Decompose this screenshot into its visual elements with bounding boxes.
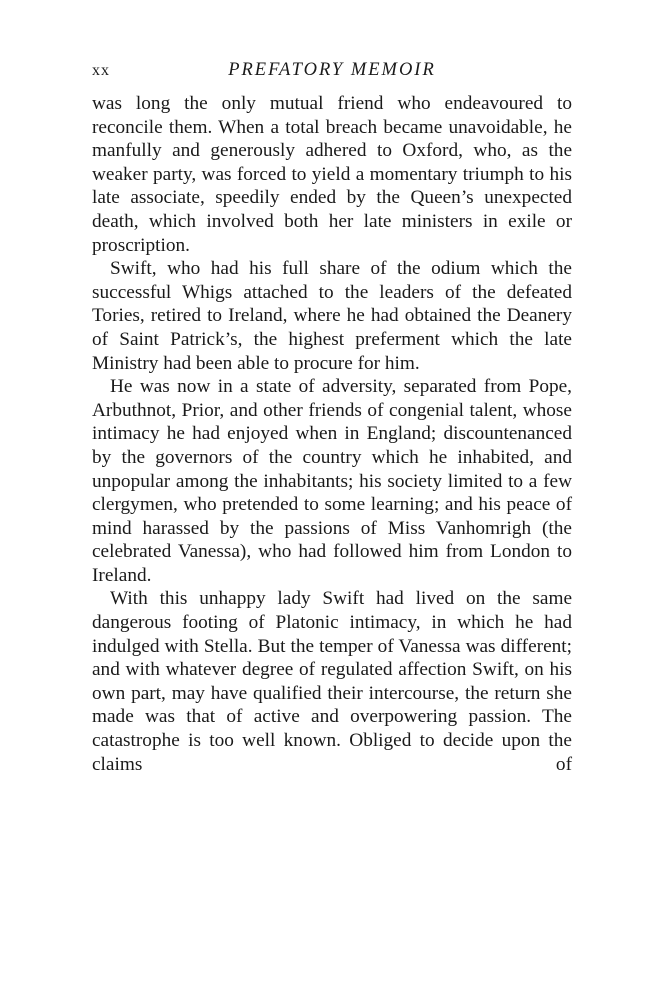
paragraph-2: Swift, who had his full share of the odium which the successful Whigs attached to the leaders of the defeated Tories, retired to Ireland, where he had obtained the Deanery of Saint Patrick’s, the highest preferment which the late Ministry had been able to procure for him.: [92, 258, 572, 374]
running-title: PREFATORY MEMOIR: [228, 60, 436, 80]
paragraph-4: With this unhappy lady Swift had lived on the same dangerous footing of Platonic intimacy, in which he had indulged with Stella. But the temper of Vanessa was different; and with whatever degree of regulated affection Swift, on his own part, may have qualified their intercourse, the return she made was that of active and overpowering passion. The catastrophe is too well known. Obliged to decide upon the claims of: [92, 588, 572, 775]
paragraph-1: was long the only mutual friend who endeavoured to reconcile them. When a total breach became unavoidable, he manfully and generously adhered to Oxford, who, as the weaker party, was forced to yield a momentary triumph to his late associate, speedily ended by the Queen’s unexpected death, which involved both her late ministers in exile or proscription.: [92, 93, 572, 256]
running-head: [92, 58, 572, 86]
book-page: [92, 58, 572, 776]
page-number: xx: [92, 62, 110, 79]
paragraph-3: He was now in a state of adversity, separated from Pope, Arbuthnot, Prior, and other friends of congenial talent, whose intimacy he had enjoyed when in England; discountenanced by the governors of the country which he inhabited, and unpopular among the inhabitants; his society limited to a few clergymen, who pretended to some learning; and his peace of mind harassed by the passions of Miss Vanhomrigh (the celebrated Vanessa), who had followed him from London to Ireland.: [92, 376, 572, 586]
